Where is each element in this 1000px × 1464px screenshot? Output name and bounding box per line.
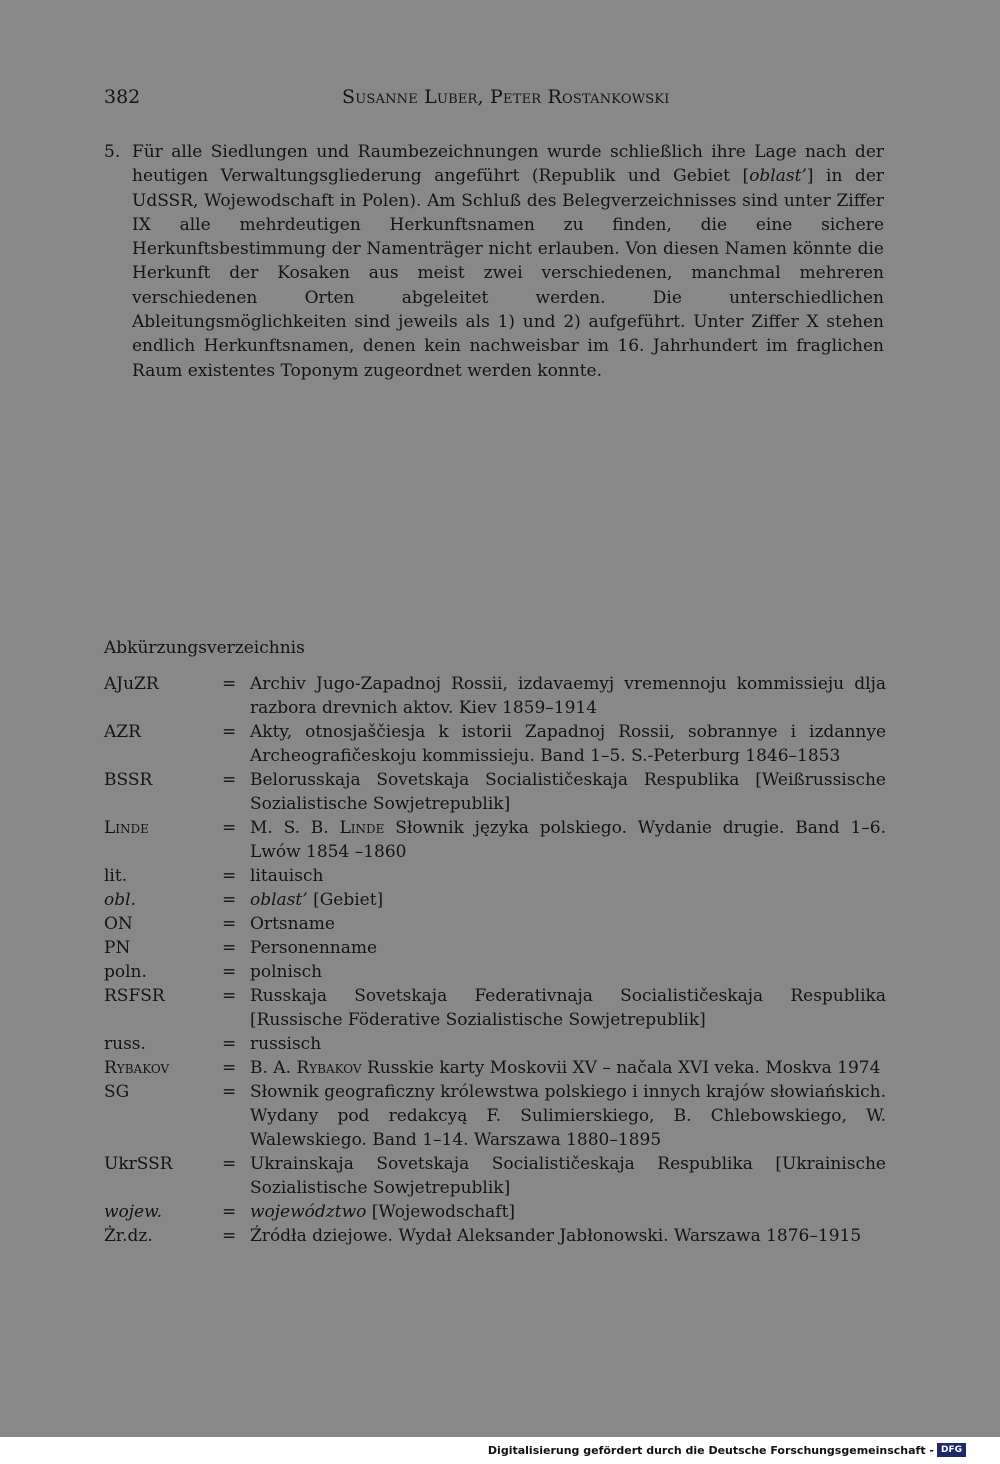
definition-author: Linde [339, 818, 385, 838]
equals-sign: = [222, 722, 237, 742]
paragraph-text-part2: ] in der UdSSR, Wojewodschaft in Polen). Am Schluß des Belegverzeichnisses sind unter Ziffer IX alle mehrdeutigen Herkunftsnamen zu finden, die eine sichere Herkunftsbestimmung der Namenträger nicht erlauben. Von diesen Namen könnte die Herkunft der Kosaken aus meist zwei verschiedenen, manchmal mehreren verschiedenen Orten abgeleitet werden. Die unterschiedlichen Ableitungsmöglichkeiten sind jeweils als 1) und 2) aufgeführt. Unter Ziffer X stehen endlich Herkunftsnamen, denen kein nachweisbar im 16. Jahrhundert im fraglichen Raum existentes Toponym zugeordnet werden konnte. [132, 166, 885, 381]
equals-sign: = [222, 1034, 237, 1054]
definition-italic: województwo [250, 1202, 367, 1222]
equals-sign: = [222, 818, 237, 838]
equals-sign: = [222, 890, 237, 910]
abbreviation-entry [104, 1080, 886, 1152]
equals-sign: = [222, 1082, 237, 1102]
definition-text: Russkie karty Moskovii XV – načala XVI veka. Moskva 1974 [366, 1058, 881, 1078]
definition-text: Archiv Jugo-Zapadnoj Rossii, izdavaemyj vremennoju kommissieju dlja razbora drevnich aktov. Kiev 1859–1914 [250, 674, 886, 718]
abbreviation-definition [250, 1200, 886, 1224]
equals-sign: = [222, 1058, 237, 1078]
abbreviation-term: ON [104, 914, 133, 934]
abbreviation-entry [104, 1152, 886, 1200]
equals-sign: = [222, 1202, 237, 1222]
footer-text: Digitalisierung gefördert durch die Deutsche Forschungsgemeinschaft - [487, 1443, 934, 1457]
abbreviation-term: SG [104, 1082, 130, 1102]
abbreviation-entry [104, 864, 886, 888]
equals-sign: = [222, 914, 237, 934]
abbreviation-entry [104, 888, 886, 912]
equals-sign: = [222, 674, 237, 694]
abbreviation-entry [104, 936, 886, 960]
abbreviation-term: UkrSSR [104, 1154, 173, 1174]
abbreviation-term: lit. [104, 866, 128, 886]
abbreviation-term: wojew. [104, 1202, 163, 1222]
abbreviation-term: russ. [104, 1034, 146, 1054]
equals-sign: = [222, 986, 237, 1006]
definition-author: Rybakov [296, 1058, 362, 1078]
definition-text: Słownik geograficzny królewstwa polskiego i innych krajów słowiańskich. Wydany pod redakcyą F. Sulimierskiego, B. Chlebowskiego, W. Walewskiego. Band 1–14. Warszawa 1880–1895 [250, 1082, 886, 1150]
paragraph-text-part1: Für alle Siedlungen und Raumbezeichnungen wurde schließlich ihre Lage nach der heutigen Verwaltungsgliederung angeführt (Republik und Gebiet [ [132, 142, 884, 187]
abbreviation-entry [104, 984, 886, 1032]
abbreviation-entry [104, 816, 886, 864]
abbreviation-definition [250, 864, 886, 888]
abbreviation-definition [250, 912, 886, 936]
abbreviation-term: Rybakov [104, 1058, 170, 1078]
abbreviation-entry [104, 1224, 886, 1248]
definition-text: Źródła dziejowe. Wydał Aleksander Jabłonowski. Warszawa 1876–1915 [250, 1226, 862, 1246]
paragraph-5 [104, 140, 884, 383]
abbreviation-term: poln. [104, 962, 147, 982]
paragraph-body [132, 140, 884, 383]
abbreviation-definition [250, 1080, 886, 1152]
definition-text: Akty, otnosjaščiesja k istorii Zapadnoj Rossii, sobrannye i izdannye Archeografičeskoju kommissieju. Band 1–5. S.-Peterburg 1846–1853 [250, 722, 886, 766]
abbreviation-definition [250, 888, 886, 912]
definition-text: Słownik języka polskiego. Wydanie drugie. Band 1–6. Lwów 1854 –1860 [250, 818, 886, 862]
equals-sign: = [222, 1226, 237, 1246]
abbreviations-list [104, 672, 886, 1248]
dfg-logo: DFG [937, 1443, 966, 1457]
equals-sign: = [222, 866, 237, 886]
definition-text: Ortsname [250, 914, 335, 934]
definition-text: [Wojewodschaft] [371, 1202, 516, 1222]
abbreviation-definition [250, 1152, 886, 1200]
abbreviation-term: AZR [104, 722, 141, 742]
abbreviation-entry [104, 1200, 886, 1224]
abbreviation-entry [104, 768, 886, 816]
definition-text: russisch [250, 1034, 322, 1054]
abbreviations-heading: Abkürzungsverzeichnis [104, 638, 305, 658]
definition-text: Personenname [250, 938, 378, 958]
definition-initials: M. S. B. [250, 818, 329, 838]
equals-sign: = [222, 962, 237, 982]
abbreviation-entry [104, 1032, 886, 1056]
abbreviation-entry [104, 1056, 886, 1080]
abbreviation-term: BSSR [104, 770, 153, 790]
definition-text: [Gebiet] [313, 890, 384, 910]
abbreviation-term: obl. [104, 890, 136, 910]
abbreviation-definition [250, 768, 886, 816]
abbreviation-definition [250, 984, 886, 1032]
paragraph-term-oblast: oblast’ [749, 166, 807, 187]
abbreviation-entry [104, 960, 886, 984]
abbreviation-definition [250, 1224, 886, 1248]
abbreviation-entry [104, 720, 886, 768]
abbreviation-definition [250, 936, 886, 960]
abbreviation-entry [104, 912, 886, 936]
definition-text: polnisch [250, 962, 323, 982]
definition-initials: B. A. [250, 1058, 291, 1078]
definition-text: Belorusskaja Sovetskaja Socialističeskaja Respublika [Weißrussische Sozialistische Sowjetrepublik] [250, 770, 886, 814]
definition-italic: oblast’ [250, 890, 308, 910]
definition-text: Russkaja Sovetskaja Federativnaja Socialističeskaja Respublika [Russische Föderative Sozialistische Sowjetrepublik] [250, 986, 886, 1030]
paragraph-number: 5. [104, 142, 121, 162]
abbreviation-definition [250, 1032, 886, 1056]
abbreviation-definition [250, 816, 886, 864]
abbreviation-term: PN [104, 938, 131, 958]
definition-text: Ukrainskaja Sovetskaja Socialističeskaja Respublika [Ukrainische Sozialistische Sowjetrepublik] [250, 1154, 886, 1198]
abbreviation-entry [104, 672, 886, 720]
equals-sign: = [222, 938, 237, 958]
abbreviation-term: AJuZR [104, 674, 159, 694]
equals-sign: = [222, 770, 237, 790]
abbreviation-term: Żr.dz. [104, 1226, 153, 1246]
abbreviation-term: RSFSR [104, 986, 165, 1006]
definition-text: litauisch [250, 866, 324, 886]
abbreviation-definition [250, 1056, 886, 1080]
running-title: Susanne Luber, Peter Rostankowski [342, 86, 670, 108]
abbreviation-definition [250, 672, 886, 720]
page-number: 382 [104, 86, 141, 108]
page-header [104, 84, 670, 110]
equals-sign: = [222, 1154, 237, 1174]
abbreviation-definition [250, 720, 886, 768]
abbreviation-term: Linde [104, 818, 149, 838]
digitization-footer [488, 1441, 966, 1459]
abbreviation-definition [250, 960, 886, 984]
